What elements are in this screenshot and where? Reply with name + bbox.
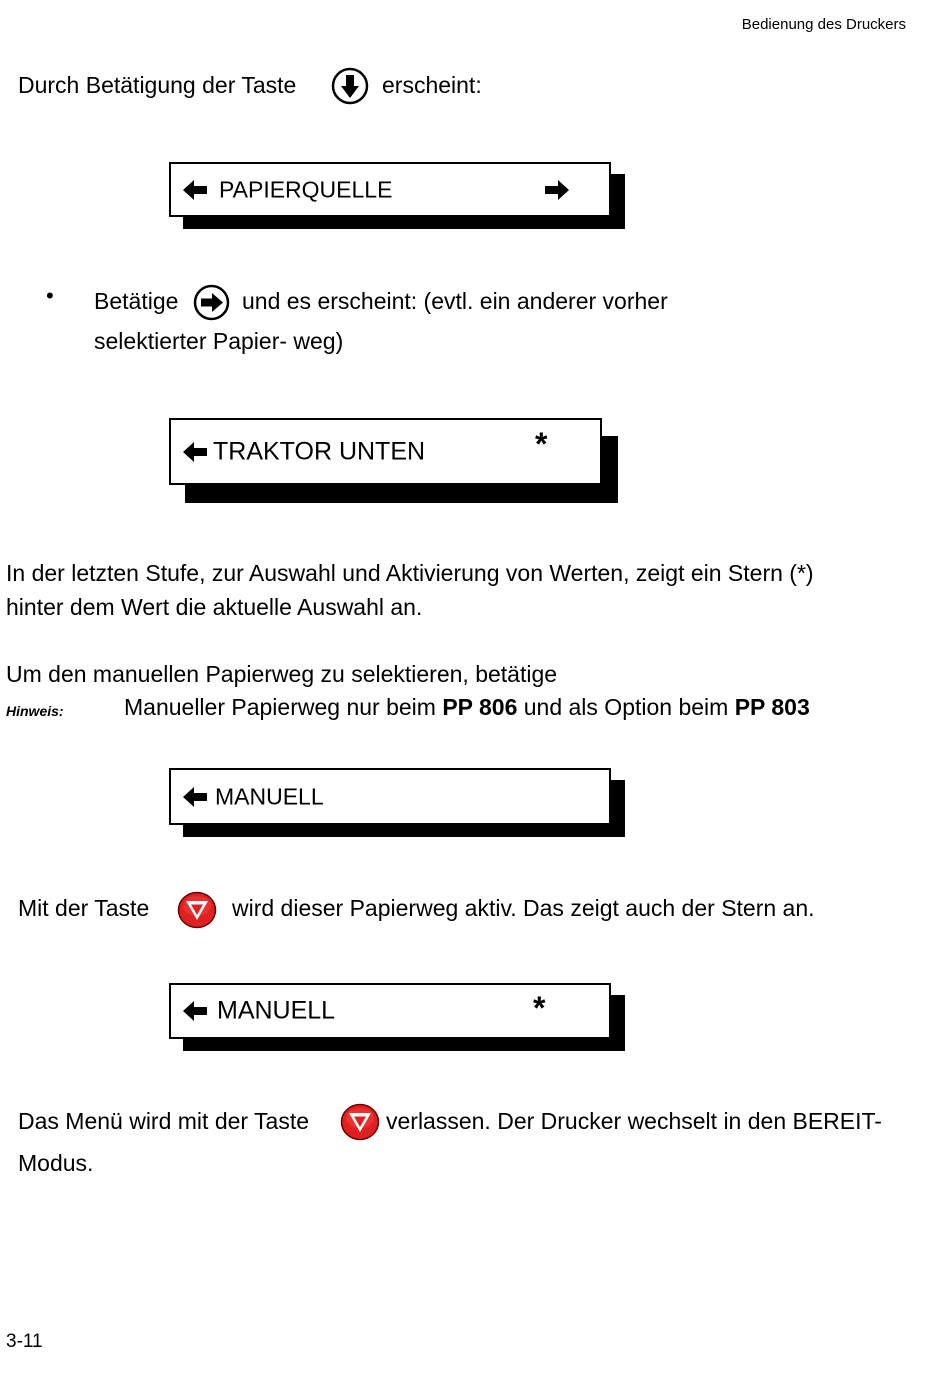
arrow-right-icon <box>543 179 569 201</box>
bullet1-before: Betätige <box>94 288 179 314</box>
page-header: Bedienung des Druckers <box>741 16 906 33</box>
lcd-label: MANUELL <box>217 996 336 1025</box>
red-triangle-button-icon <box>177 891 217 929</box>
lcd-display-traktor-unten <box>169 418 602 485</box>
arrow-left-icon <box>183 1000 209 1022</box>
note-text1: Manueller Papierweg nur beim <box>124 694 436 720</box>
para1-after: erscheint: <box>382 72 482 98</box>
para2-line1: In der letzten Stufe, zur Auswahl und Aktivierung von Werten, zeigt ein Stern (*) <box>6 560 814 586</box>
arrow-left-icon <box>183 786 209 808</box>
page-number: 3-11 <box>6 1331 43 1352</box>
para5-line2: Modus. <box>18 1150 94 1176</box>
lcd-display-manuell-selected <box>169 983 611 1039</box>
para3-line1: Um den manuellen Papierweg zu selektieren, betätige <box>6 661 558 687</box>
red-triangle-button-icon <box>340 1103 380 1141</box>
arrow-left-icon <box>183 441 209 463</box>
note-model2: PP 803 <box>734 694 810 720</box>
note-text <box>124 690 810 724</box>
arrow-left-icon <box>183 179 209 201</box>
para5-after: verlassen. Der Drucker wechselt in den BEREIT- <box>386 1108 882 1134</box>
bullet1-after: und es erscheint: (evtl. ein anderer vorher <box>242 288 668 314</box>
bullet1-line2: selektierter Papier- weg) <box>94 328 344 354</box>
note-text2: und als Option beim <box>523 694 729 720</box>
para4-before: Mit der Taste <box>18 895 150 921</box>
lcd-display-manuell <box>169 768 611 825</box>
selection-star: * <box>533 990 546 1026</box>
lcd-label: MANUELL <box>215 783 324 809</box>
arrow-down-circle-icon <box>331 67 369 105</box>
note-model1: PP 806 <box>442 694 518 720</box>
bullet-dot: • <box>46 283 54 308</box>
para1-before: Durch Betätigung der Taste <box>18 72 297 98</box>
arrow-right-circle-icon <box>193 284 230 321</box>
note-label: Hinweis: <box>6 703 64 719</box>
para5-before: Das Menü wird mit der Taste <box>18 1108 310 1134</box>
lcd-label: PAPIERQUELLE <box>219 176 393 202</box>
lcd-display-papierquelle <box>169 162 611 217</box>
para2-line2: hinter dem Wert die aktuelle Auswahl an. <box>6 594 423 620</box>
para4-after: wird dieser Papierweg aktiv. Das zeigt auch der Stern an. <box>232 895 815 921</box>
lcd-label: TRAKTOR UNTEN <box>213 437 426 465</box>
selection-star: * <box>535 426 548 462</box>
